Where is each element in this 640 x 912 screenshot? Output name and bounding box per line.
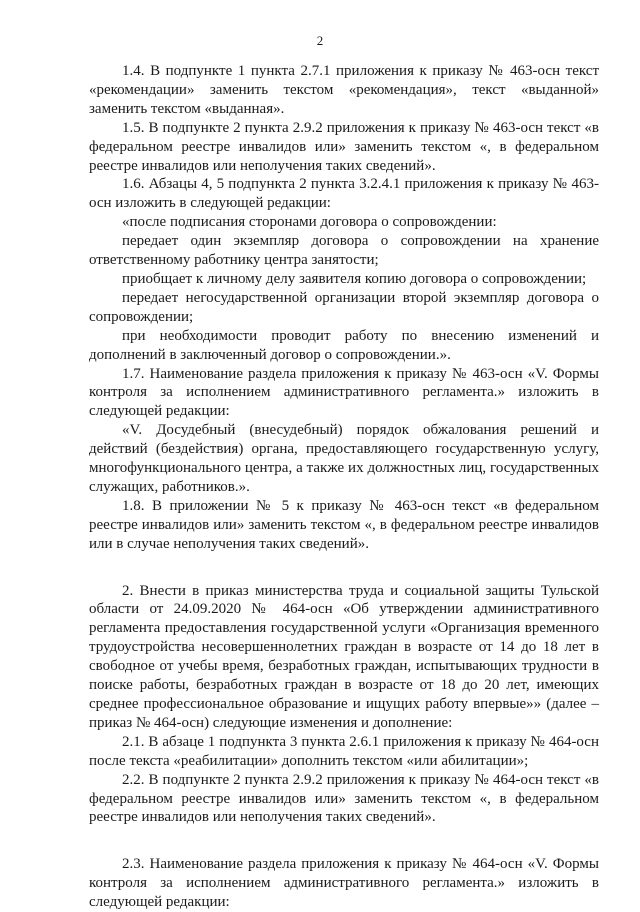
quoted-paragraph-after-signing: «после подписания сторонами договора о сопровождении: [122, 214, 497, 231]
spacer [89, 554, 599, 582]
page-number: 2 [316, 33, 324, 48]
document-body [89, 62, 599, 912]
quoted-paragraph-amendments: при необходимости проводит работу по внесению изменений и дополнений в заключенный договор о сопровождении.». [89, 327, 599, 363]
paragraph-2: 2. Внести в приказ министерства труда и социальной защиты Тульской области от 24.09.2020 № 464-осн «Об утверждении административного регламента предоставления государственной услуги «Организация временного трудоустройства несовершеннолетних граждан в возрасте от 14 до 18 лет в свободное от учебы время, безработных граждан, испытывающих трудности в поиске работы, безработных граждан в возрасте от 18 до 20 лет, имеющих среднее профессиональное образование и ищущих работу впервые»» (далее – приказ № 464-осн) следующие изменения и дополнение: [89, 582, 599, 731]
paragraph-1-5: 1.5. В подпункте 2 пункта 2.9.2 приложения к приказу № 463-осн текст «в федеральном реестре инвалидов или» заменить текстом «, в федеральном реестре инвалидов или неполучения таких сведений». [89, 119, 599, 174]
paragraph-1-7: 1.7. Наименование раздела приложения к приказу № 463-осн «V. Формы контроля за исполнением административного регламента.» изложить в следующей редакции: [89, 365, 599, 420]
quoted-paragraph-second-copy: передает негосударственной организации второй экземпляр договора о сопровождении; [89, 289, 599, 325]
paragraph-2-2: 2.2. В подпункте 2 пункта 2.9.2 приложения к приказу № 464-осн текст «в федеральном реестре инвалидов или» заменить текстом «, в федеральном реестре инвалидов или неполучения таких сведений». [89, 771, 599, 826]
paragraph-1-8: 1.8. В приложении № 5 к приказу № 463-осн текст «в федеральном реестре инвалидов или» заменить текстом «, в федеральном реестре инвалидов или в случае неполучения таких сведений». [89, 497, 599, 552]
paragraph-1-4: 1.4. В подпункте 1 пункта 2.7.1 приложения к приказу № 463-осн текст «рекомендации» заменить текстом «рекомендация», текст «выданной» заменить текстом «выданная». [89, 63, 599, 117]
quoted-paragraph-attach-copy: приобщает к личному делу заявителя копию договора о сопровождении; [122, 270, 587, 287]
quoted-paragraph-transfer-copy: передает один экземпляр договора о сопровождении на хранение ответственному работнику центра занятости; [89, 233, 599, 269]
paragraph-2-1: 2.1. В абзаце 1 подпункта 3 пункта 2.6.1 приложения к приказу № 464-осн после текста «реабилитации» дополнить текстом «или абилитации»; [89, 733, 599, 769]
paragraph-1-6: 1.6. Абзацы 4, 5 подпункта 2 пункта 3.2.4.1 приложения к приказу № 463-осн изложить в следующей редакции: [89, 176, 599, 212]
quoted-paragraph-section-v: «V. Досудебный (внесудебный) порядок обжалования решений и действий (бездействия) органа, предоставляющего государственную услугу, многофункционального центра, а также их должностных лиц, государственных служащих, работников.». [89, 422, 599, 495]
spacer [89, 827, 599, 855]
paragraph-2-3: 2.3. Наименование раздела приложения к приказу № 464-осн «V. Формы контроля за исполнением административного регламента.» изложить в следующей редакции: [89, 856, 599, 911]
